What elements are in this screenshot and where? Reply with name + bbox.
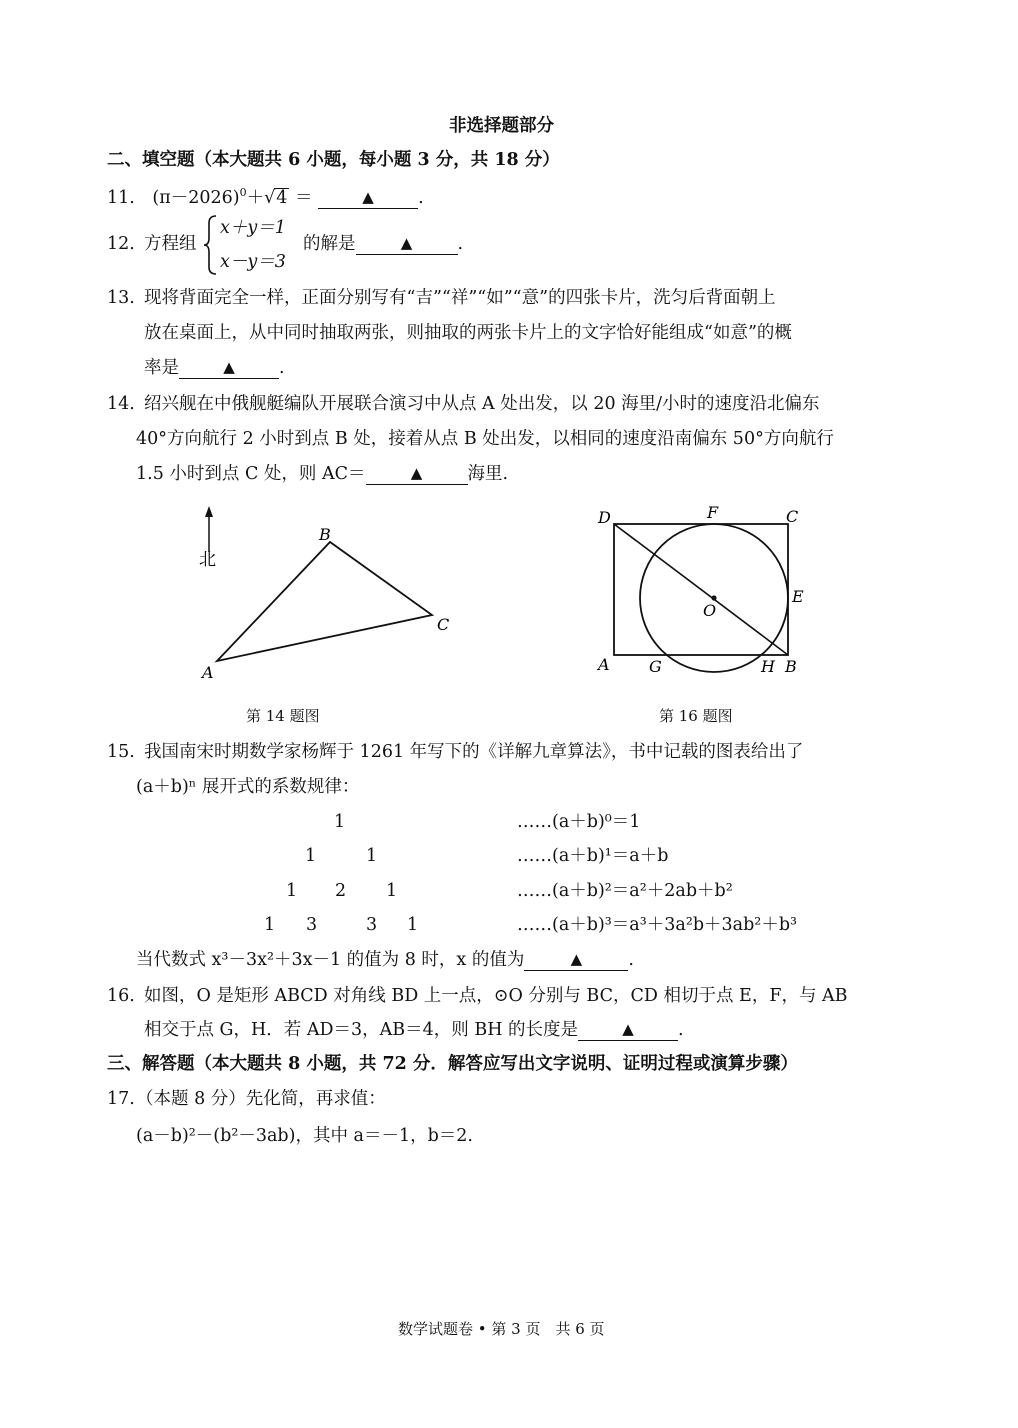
answer-blank[interactable] bbox=[578, 1020, 678, 1041]
question-16-line1: 如图，O 是矩形 ABCD 对角线 BD 上一点，⊙O 分别与 BC，CD 相切于点 E，F，与 AB bbox=[144, 986, 848, 1006]
answer-blank[interactable] bbox=[366, 464, 468, 485]
triangle-marker-icon: ▲ bbox=[622, 1020, 634, 1038]
figure-16-caption: 第 16 题图 bbox=[659, 707, 733, 725]
line3-text: 率是 bbox=[144, 358, 179, 378]
question-14-number: 14. bbox=[107, 394, 135, 414]
coef-row-3-item: 3 bbox=[366, 915, 378, 935]
triangle-marker-icon: ▲ bbox=[362, 188, 374, 206]
question-16-number: 16. bbox=[107, 986, 135, 1006]
question-number: 11. bbox=[107, 188, 135, 208]
coef-row-3-item: 1 bbox=[264, 915, 276, 935]
radicand: 4 bbox=[276, 188, 288, 208]
section-title: 非选择题部分 bbox=[449, 116, 554, 136]
question-12-lead: 方程组 bbox=[144, 234, 197, 254]
question-13-line2: 放在桌面上，从中同时抽取两张，则抽取的两张卡片上的文字恰好能组成“如意”的概 bbox=[144, 323, 792, 343]
line2-text: 相交于点 G，H．若 AD＝3，AB＝4，则 BH 的长度是 bbox=[144, 1020, 579, 1040]
north-arrow-icon bbox=[205, 506, 213, 517]
figure-14 bbox=[190, 500, 470, 690]
point-a-label: A bbox=[598, 655, 610, 674]
question-13-line1: 现将背面完全一样，正面分别写有“吉”“祥”“如”“意”的四张卡片，洗匀后背面朝上 bbox=[144, 288, 776, 308]
unit-text: 海里. bbox=[467, 464, 509, 484]
sqrt-sign: √ bbox=[264, 188, 276, 208]
part2-header: 二、填空题（本大题共 6 小题，每小题 3 分，共 18 分） bbox=[107, 150, 560, 170]
figure-16 bbox=[590, 500, 820, 685]
point-o-label: O bbox=[703, 601, 717, 620]
question-17-line2: (a－b)²－(b²－3ab)，其中 a＝－1，b＝2. bbox=[136, 1126, 473, 1146]
question-12-tail bbox=[303, 232, 463, 256]
point-c-label: C bbox=[786, 507, 799, 526]
expression-lead: (π－2026) bbox=[152, 188, 240, 208]
coef-row-2-item: 2 bbox=[335, 881, 347, 901]
question-17-number: 17. bbox=[107, 1089, 135, 1109]
point-d-label: D bbox=[598, 508, 611, 527]
answer-blank[interactable] bbox=[356, 234, 458, 255]
question-14-line2: 40°方向航行 2 小时到点 B 处，接着从点 B 处出发，以相同的速度沿南偏东 50°方向航行 bbox=[136, 429, 834, 449]
period: . bbox=[418, 188, 424, 208]
line3-text: 当代数式 x³－3x²＋3x－1 的值为 8 时，x 的值为 bbox=[136, 950, 525, 970]
question-15-line1: 我国南宋时期数学家杨辉于 1261 年写下的《详解九章算法》，书中记载的图表给出了 bbox=[144, 742, 804, 762]
question-14-line3 bbox=[136, 462, 508, 486]
triangle-marker-icon: ▲ bbox=[570, 950, 583, 968]
equals-sign: ＝ bbox=[295, 188, 313, 208]
expansion-row-2: ……(a＋b)²＝a²＋2ab＋b² bbox=[517, 881, 733, 901]
point-b-label: B bbox=[319, 525, 331, 544]
exponent: 0 bbox=[239, 186, 247, 199]
point-f-label: F bbox=[707, 503, 719, 522]
point-h-label: H bbox=[761, 657, 775, 676]
question-12-number: 12. bbox=[107, 234, 135, 254]
coef-row-1-item: 1 bbox=[366, 846, 378, 866]
question-15-number: 15. bbox=[107, 742, 135, 762]
brace-icon bbox=[202, 214, 218, 276]
triangle-marker-icon: ▲ bbox=[223, 358, 235, 376]
point-b-label: B bbox=[785, 657, 797, 676]
period: . bbox=[628, 950, 634, 970]
equation-2: x－y＝3 bbox=[220, 252, 286, 272]
coef-row-3-item: 3 bbox=[306, 915, 318, 935]
part3-header: 三、解答题（本大题共 8 小题，共 72 分．解答应写出文字说明、证明过程或演算步骤） bbox=[107, 1054, 798, 1074]
equation-1: x＋y＝1 bbox=[220, 218, 286, 238]
question-13-line3 bbox=[144, 356, 285, 380]
figure-14-caption: 第 14 题图 bbox=[246, 707, 320, 725]
period: . bbox=[457, 234, 464, 254]
coef-row-2-item: 1 bbox=[286, 881, 298, 901]
answer-blank[interactable] bbox=[318, 188, 418, 209]
point-g-label: G bbox=[649, 657, 662, 676]
coef-row-3-item: 1 bbox=[407, 915, 419, 935]
point-a-label: A bbox=[202, 663, 214, 682]
expansion-row-3: ……(a＋b)³＝a³＋3a²b＋3ab²＋b³ bbox=[517, 915, 798, 935]
tail-text: 的解是 bbox=[303, 234, 356, 254]
answer-blank[interactable] bbox=[524, 950, 628, 971]
triangle-marker-icon: ▲ bbox=[410, 464, 423, 482]
question-13-number: 13. bbox=[107, 288, 135, 308]
expansion-row-1: ……(a＋b)¹＝a＋b bbox=[517, 846, 669, 866]
question-17-line1: （本题 8 分）先化简，再求值： bbox=[136, 1089, 386, 1109]
page-footer: 数学试题卷 • 第 3 页 共 6 页 bbox=[398, 1320, 605, 1338]
center-point-icon bbox=[711, 595, 716, 600]
line3-text: 1.5 小时到点 C 处，则 AC＝ bbox=[136, 464, 366, 484]
question-16-line2 bbox=[144, 1018, 684, 1042]
question-14-line1: 绍兴舰在中俄舰艇编队开展联合演习中从点 A 处出发，以 20 海里/小时的速度沿北偏东 bbox=[144, 394, 820, 414]
question-11 bbox=[107, 186, 424, 210]
north-label: 北 bbox=[199, 550, 216, 570]
point-c-label: C bbox=[437, 615, 450, 634]
period: . bbox=[678, 1020, 684, 1040]
point-e-label: E bbox=[792, 587, 804, 606]
answer-blank[interactable] bbox=[179, 358, 279, 379]
coef-row-1-item: 1 bbox=[305, 846, 317, 866]
plus-sign: ＋ bbox=[246, 188, 265, 208]
question-15-line3 bbox=[136, 948, 634, 972]
triangle-abc bbox=[217, 542, 432, 661]
expansion-row-0: ……(a＋b)⁰＝1 bbox=[517, 812, 641, 832]
period: . bbox=[279, 358, 285, 378]
question-15-line2: (a＋b)ⁿ 展开式的系数规律： bbox=[136, 777, 360, 797]
coef-row-2-item: 1 bbox=[386, 881, 398, 901]
triangle-marker-icon: ▲ bbox=[400, 234, 413, 252]
coef-row-0-item: 1 bbox=[334, 812, 346, 832]
